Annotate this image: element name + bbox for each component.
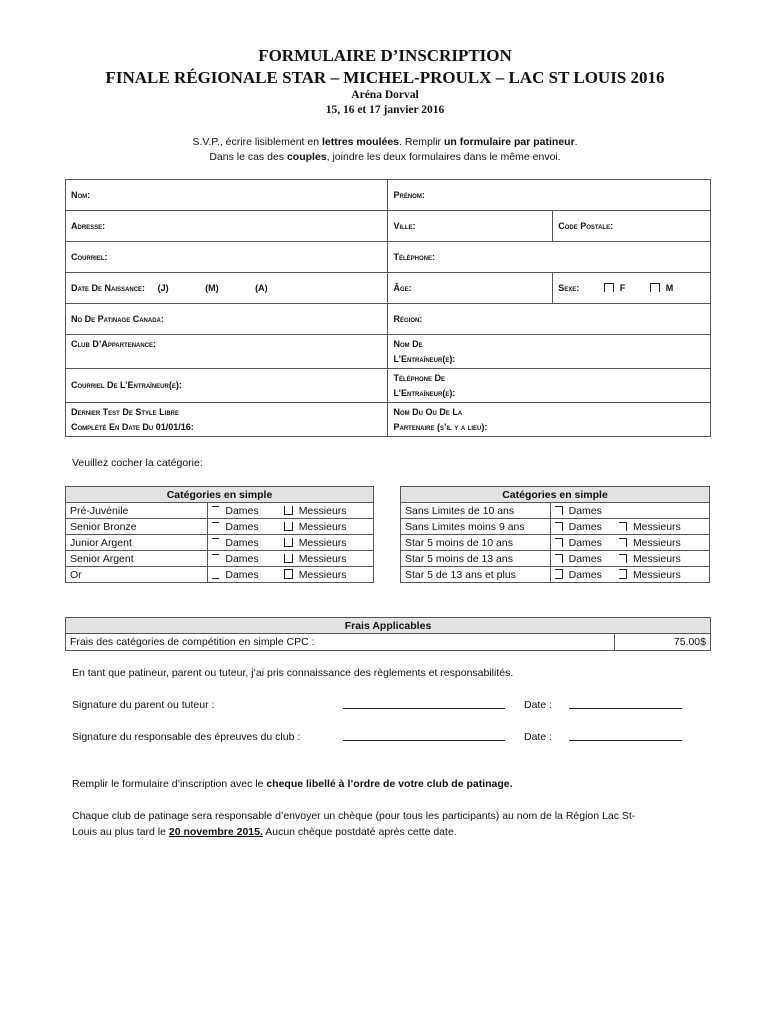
intro-text: . Remplir bbox=[399, 136, 444, 148]
signature-parent-label: Signature du parent ou tuteur : bbox=[72, 699, 215, 711]
deadline-text: Louis au plus tard le bbox=[72, 826, 169, 838]
checkbox-icon[interactable] bbox=[555, 569, 563, 579]
checkbox-icon[interactable] bbox=[284, 569, 293, 579]
option-dames[interactable] bbox=[550, 551, 615, 567]
field-label: Date De Naissance: bbox=[71, 283, 146, 293]
category-name: Sans Limites moins 9 ans bbox=[401, 519, 551, 535]
option-dames[interactable] bbox=[550, 503, 615, 519]
field-courriel-entraineur[interactable] bbox=[66, 369, 388, 403]
checkbox-icon[interactable] bbox=[555, 522, 563, 531]
checkbox-icon[interactable] bbox=[212, 506, 219, 515]
event-dates: 15, 16 et 17 janvier 2016 bbox=[325, 104, 445, 116]
option-messieurs[interactable] bbox=[280, 551, 374, 567]
field-label: Nom: bbox=[71, 190, 91, 200]
field-label: Nom De bbox=[393, 339, 423, 349]
field-label: Complété En Date Du 01/01/16: bbox=[71, 422, 194, 432]
option-dames[interactable] bbox=[550, 567, 615, 583]
payment-emphasis: cheque libellé à l’ordre de votre club de patinage. bbox=[266, 778, 513, 790]
option-messieurs[interactable] bbox=[615, 535, 710, 551]
field-club[interactable] bbox=[66, 335, 388, 369]
field-label: Adresse: bbox=[71, 221, 106, 231]
month-label: (M) bbox=[205, 283, 219, 293]
field-prenom[interactable] bbox=[388, 180, 711, 211]
category-name: Or bbox=[66, 567, 208, 583]
option-label: Dames bbox=[225, 552, 259, 565]
event-title: FINALE RÉGIONALE STAR – MICHEL-PROULX – LAC ST LOUIS 2016 bbox=[105, 68, 665, 87]
category-name: Star 5 moins de 13 ans bbox=[401, 551, 551, 567]
option-messieurs[interactable] bbox=[615, 519, 710, 535]
option-dames[interactable] bbox=[208, 551, 280, 567]
field-label: Partenaire (s’il y a lieu): bbox=[393, 422, 488, 432]
acknowledgement: En tant que patineur, parent ou tuteur, j’ai pris connaissance des règlements et responsabilités. bbox=[72, 667, 514, 679]
field-label: Dernier Test De Style Libre bbox=[71, 407, 180, 417]
categories-prompt: Veuillez cocher la catégorie: bbox=[72, 457, 203, 469]
intro-line-1 bbox=[0, 136, 770, 148]
checkbox-label: F bbox=[619, 283, 626, 293]
checkbox-icon[interactable] bbox=[212, 554, 219, 563]
category-name: Sans Limites de 10 ans bbox=[401, 503, 551, 519]
field-ville[interactable] bbox=[388, 211, 553, 242]
checkbox-icon[interactable] bbox=[619, 554, 627, 563]
category-name: Star 5 moins de 10 ans bbox=[401, 535, 551, 551]
field-age[interactable] bbox=[388, 273, 553, 304]
field-label: Sexe: bbox=[558, 283, 580, 293]
checkbox-sexe-m[interactable] bbox=[650, 283, 660, 292]
option-messieurs[interactable] bbox=[280, 567, 374, 583]
checkbox-icon[interactable] bbox=[284, 554, 293, 563]
option-label: Dames bbox=[225, 520, 259, 533]
option-messieurs[interactable] bbox=[615, 567, 710, 583]
intro-line-2 bbox=[0, 151, 770, 163]
signature-parent-line[interactable] bbox=[343, 699, 505, 709]
option-messieurs-empty bbox=[615, 503, 710, 519]
category-name: Star 5 de 13 ans et plus bbox=[401, 567, 551, 583]
venue: Aréna Dorval bbox=[351, 89, 419, 101]
intro-emphasis: lettres moulées bbox=[321, 136, 400, 148]
field-adresse[interactable] bbox=[66, 211, 388, 242]
field-nom[interactable] bbox=[66, 180, 388, 211]
field-label: No De Patinage Canada: bbox=[71, 314, 164, 324]
option-label: Messieurs bbox=[298, 568, 347, 581]
payment-instruction bbox=[72, 778, 513, 790]
deadline-date: 20 novembre 2015. bbox=[168, 826, 263, 838]
option-dames[interactable] bbox=[550, 535, 615, 551]
categories-table-left bbox=[65, 486, 374, 583]
registration-info-table bbox=[65, 179, 711, 437]
intro-text: Dans le cas des bbox=[209, 151, 287, 163]
option-label: Messieurs bbox=[632, 520, 681, 533]
field-date-naissance[interactable] bbox=[66, 273, 388, 304]
option-dames[interactable] bbox=[550, 519, 615, 535]
intro-text: . bbox=[574, 136, 578, 148]
deadline-text: Aucun chèque postdaté après cette date. bbox=[262, 826, 457, 838]
day-label: (J) bbox=[157, 283, 169, 293]
field-nom-entraineur[interactable] bbox=[388, 335, 711, 369]
field-region[interactable] bbox=[388, 304, 711, 335]
field-partenaire[interactable] bbox=[388, 403, 711, 437]
deadline-line-1: Chaque club de patinage sera responsable d’envoyer un chèque (pour tous les participants) au nom de la Région Lac St- bbox=[72, 810, 636, 822]
option-label: Dames bbox=[568, 536, 602, 549]
option-label: Messieurs bbox=[632, 536, 681, 549]
option-label: Dames bbox=[225, 568, 259, 581]
checkbox-icon[interactable] bbox=[555, 554, 563, 563]
field-label: Code Postale: bbox=[558, 221, 614, 231]
checkbox-icon[interactable] bbox=[619, 569, 627, 579]
date-parent-line[interactable] bbox=[569, 699, 682, 709]
option-label: Messieurs bbox=[298, 504, 347, 517]
category-name: Senior Argent bbox=[66, 551, 208, 567]
option-label: Messieurs bbox=[298, 520, 347, 533]
deadline-line-2 bbox=[72, 826, 457, 838]
field-label: Club D’Appartenance: bbox=[71, 339, 157, 349]
option-label: Dames bbox=[568, 520, 602, 533]
categories-header: Catégories en simple bbox=[66, 487, 374, 503]
option-messieurs[interactable] bbox=[280, 535, 374, 551]
field-label: Courriel: bbox=[71, 252, 108, 262]
field-no-patinage[interactable] bbox=[66, 304, 388, 335]
option-label: Dames bbox=[568, 552, 602, 565]
option-messieurs[interactable] bbox=[615, 551, 710, 567]
field-tel-entraineur[interactable] bbox=[388, 369, 711, 403]
field-code-postal[interactable] bbox=[553, 211, 711, 242]
checkbox-icon[interactable] bbox=[619, 538, 627, 547]
date-label: Date : bbox=[524, 699, 553, 711]
fees-table bbox=[65, 617, 711, 651]
checkbox-icon[interactable] bbox=[212, 522, 219, 531]
option-dames[interactable] bbox=[208, 503, 280, 519]
option-label: Messieurs bbox=[632, 552, 681, 565]
intro-text: , joindre les deux formulaires dans le même envoi. bbox=[326, 151, 561, 163]
checkbox-icon[interactable] bbox=[284, 522, 293, 531]
fees-header: Frais Applicables bbox=[66, 618, 711, 634]
category-name: Pré-Juvénile bbox=[66, 503, 208, 519]
checkbox-label: M bbox=[665, 283, 674, 293]
fees-amount: 75.00$ bbox=[615, 634, 711, 651]
option-label: Dames bbox=[568, 568, 602, 581]
option-label: Messieurs bbox=[298, 552, 347, 565]
option-label: Dames bbox=[568, 504, 602, 517]
checkbox-icon[interactable] bbox=[284, 538, 293, 547]
year-label: (A) bbox=[255, 283, 268, 293]
fees-label: Frais des catégories de compétition en simple CPC : bbox=[66, 634, 615, 651]
option-dames[interactable] bbox=[208, 519, 280, 535]
field-label: Ville: bbox=[393, 221, 416, 231]
option-label: Messieurs bbox=[632, 568, 681, 581]
field-label: Téléphone De bbox=[393, 373, 445, 383]
option-label: Dames bbox=[225, 536, 259, 549]
checkbox-icon[interactable] bbox=[555, 506, 563, 515]
option-label: Messieurs bbox=[298, 536, 347, 549]
option-dames[interactable] bbox=[208, 535, 280, 551]
field-label: Région: bbox=[393, 314, 423, 324]
checkbox-icon[interactable] bbox=[555, 538, 563, 547]
intro-emphasis: un formulaire par patineur bbox=[443, 136, 575, 148]
field-label: Prénom: bbox=[393, 190, 425, 200]
signature-club-line[interactable] bbox=[343, 731, 505, 741]
checkbox-sexe-f[interactable] bbox=[604, 283, 614, 292]
checkbox-icon[interactable] bbox=[212, 570, 219, 579]
field-label: Nom Du Ou De La bbox=[393, 407, 463, 417]
option-label: Dames bbox=[225, 504, 259, 517]
date-club-line[interactable] bbox=[569, 731, 682, 741]
category-name: Junior Argent bbox=[66, 535, 208, 551]
field-courriel[interactable] bbox=[66, 242, 388, 273]
field-label: L’Entraîneur(e): bbox=[393, 354, 456, 364]
field-label: Courriel De L’Entraîneur(e): bbox=[71, 380, 182, 390]
intro-text: S.V.P., écrire lisiblement en bbox=[192, 136, 322, 148]
form-title: FORMULAIRE D’INSCRIPTION bbox=[258, 46, 512, 65]
option-messieurs[interactable] bbox=[280, 503, 374, 519]
payment-text: Remplir le formulaire d’inscription avec le bbox=[72, 778, 267, 790]
intro-emphasis: couples bbox=[286, 151, 327, 163]
field-label: L’Entraîneur(e): bbox=[393, 388, 456, 398]
signature-club-label: Signature du responsable des épreuves du club : bbox=[72, 731, 301, 743]
checkbox-icon[interactable] bbox=[619, 522, 627, 531]
date-label: Date : bbox=[524, 731, 553, 743]
checkbox-icon[interactable] bbox=[212, 538, 219, 547]
categories-table-right bbox=[400, 486, 710, 583]
field-sexe bbox=[553, 273, 711, 304]
option-dames[interactable] bbox=[208, 567, 280, 583]
option-messieurs[interactable] bbox=[280, 519, 374, 535]
checkbox-icon[interactable] bbox=[284, 506, 293, 515]
field-dernier-test[interactable] bbox=[66, 403, 388, 437]
field-telephone[interactable] bbox=[388, 242, 711, 273]
field-label: Téléphone: bbox=[393, 252, 435, 262]
field-label: Âge: bbox=[393, 283, 412, 293]
categories-header: Catégories en simple bbox=[401, 487, 710, 503]
category-name: Senior Bronze bbox=[66, 519, 208, 535]
